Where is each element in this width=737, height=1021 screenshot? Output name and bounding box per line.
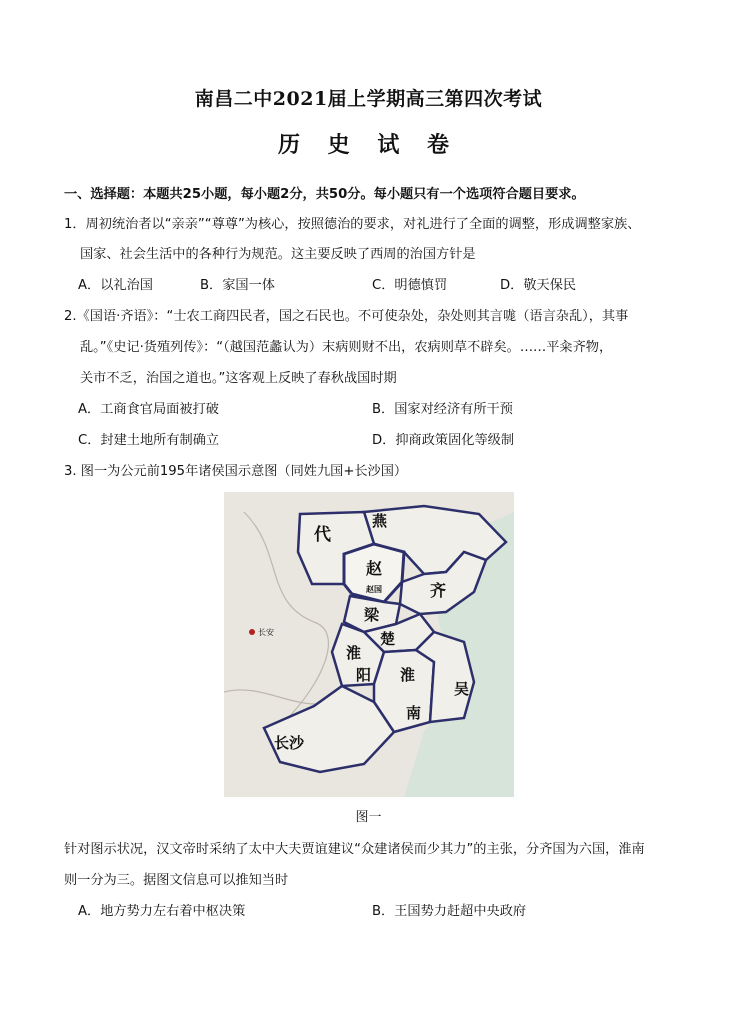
label-qi: 齐: [430, 581, 447, 600]
q3-after-line-1: 针对图示状况，汉文帝时采纳了太中大夫贾谊建议“众建诸侯而少其力”的主张，分齐国为六国，淮南: [64, 842, 645, 857]
q2-option-c: C．封建土地所有制确立: [78, 433, 220, 448]
label-huai-2: 淮: [400, 666, 416, 684]
changan-marker: [249, 629, 255, 635]
q1-option-b: B．家国一体: [200, 278, 275, 293]
label-changsha: 长沙: [274, 734, 305, 752]
q3-option-a: A．地方势力左右着中枢决策: [78, 904, 246, 919]
label-wu: 吴: [454, 680, 470, 698]
section-heading: 一、选择题：本题共25小题，每小题2分，共50分。每小题只有一个选项符合题目要求。: [64, 187, 585, 202]
label-zhao: 赵: [366, 559, 383, 578]
q2-option-d: D．抑商政策固化等级制: [372, 433, 515, 448]
q2-option-a: A．工商食官局面被打破: [78, 402, 219, 417]
label-dai: 代: [314, 525, 331, 545]
fiefdom-map-figure: [224, 492, 514, 797]
q2-line-2: 乱。”《史记·货殖列传》：“（越国范蠡认为）末病则财不出，农病则草不辟矣。……平籴齐物，: [80, 340, 613, 355]
label-zhao-small: 赵国: [366, 585, 382, 594]
figure-caption: 图一: [355, 810, 382, 825]
label-yang: 阳: [356, 666, 372, 684]
label-chu: 楚: [380, 630, 396, 648]
q2-option-b: B．国家对经济有所干预: [372, 402, 513, 417]
q1-option-d: D．敬天保民: [500, 278, 577, 293]
label-yan: 燕: [372, 512, 388, 530]
label-liang: 梁: [364, 606, 380, 624]
exam-title: 南昌二中2021届上学期高三第四次考试: [194, 88, 543, 110]
fiefdom-map: [224, 492, 514, 797]
q2-line-1: 2.《国语·齐语》：“士农工商四民者，国之石民也。不可使杂处，杂处则其言哤（语言杂乱），其事: [64, 309, 629, 324]
label-nan: 南: [406, 704, 422, 722]
q1-option-a: A．以礼治国: [78, 278, 153, 293]
q1-option-c: C．明德慎罚: [372, 278, 448, 293]
label-changan: 长安: [258, 628, 274, 637]
label-huai-1: 淮: [346, 644, 362, 662]
q1-line-1: 1．周初统治者以“亲亲”“尊尊”为核心，按照德治的要求，对礼进行了全面的调整，形成调整家族、: [64, 217, 641, 232]
q2-line-3: 关市不乏，治国之道也。”这客观上反映了春秋战国时期: [80, 371, 397, 386]
q3-option-b: B．王国势力赶超中央政府: [372, 904, 527, 919]
q3-line-1: 3. 图一为公元前195年诸侯国示意图（同姓九国+长沙国）: [64, 464, 408, 479]
q1-line-2: 国家、社会生活中的各种行为规范。这主要反映了西周的治国方针是: [80, 247, 476, 262]
exam-subtitle: 历 史 试 卷: [278, 132, 459, 158]
q3-after-line-2: 则一分为三。据图文信息可以推知当时: [64, 873, 289, 888]
